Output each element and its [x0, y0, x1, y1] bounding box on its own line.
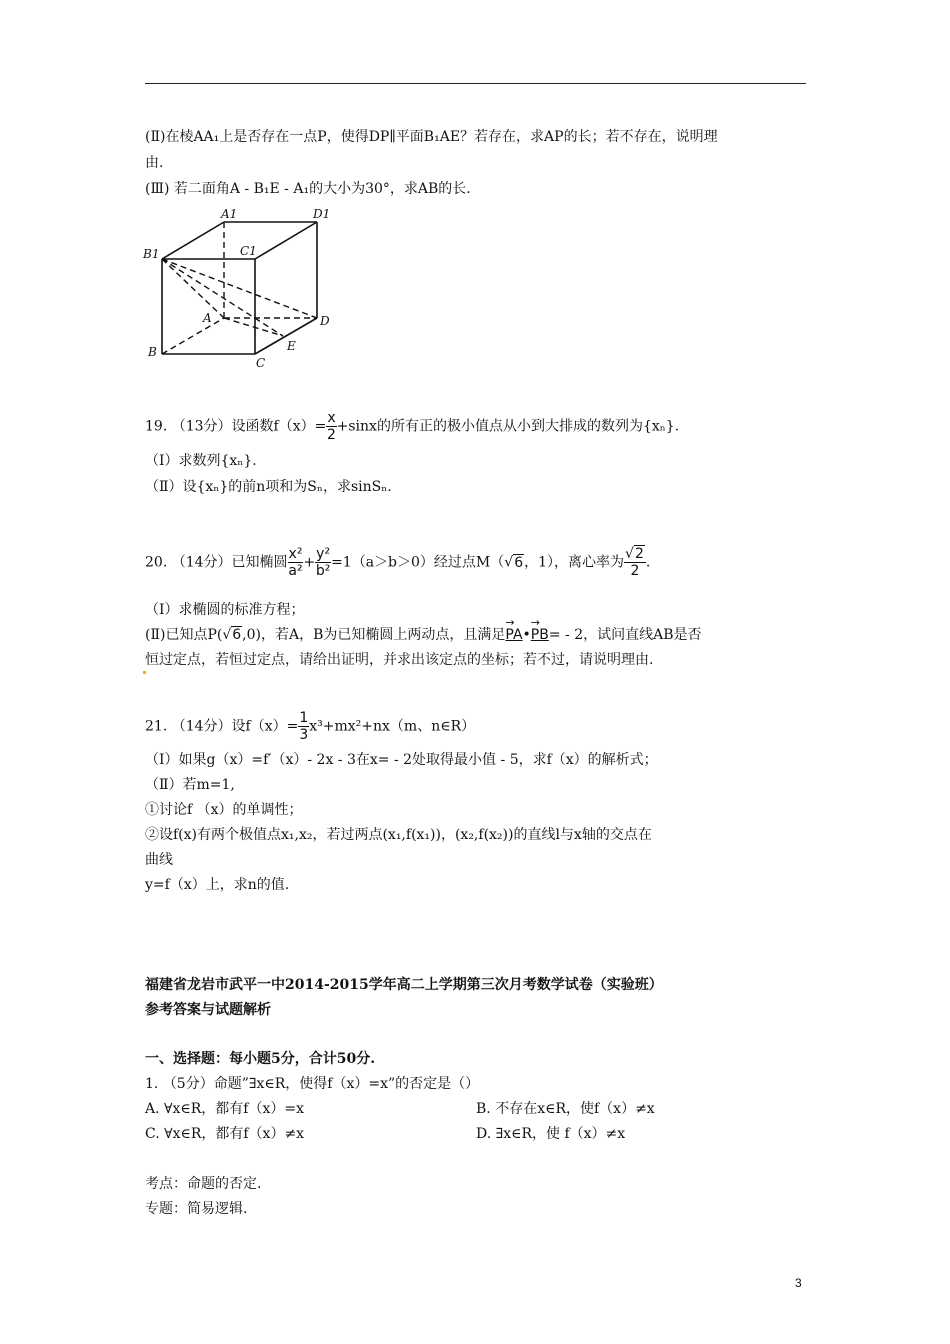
q19-stem-post: +sinx的所有正的极小值点从小到大排成的数列为{xₙ}. [336, 418, 680, 435]
q20-part2: (Ⅱ)已知点P(√6,0)，若A，B为已知椭圆上两动点，且满足→ PA•→ PB= - 2，试问直线AB是否 [145, 625, 702, 645]
q21-stem: 21. （14分）设f（x）= $\frac{1}{3}$ x³+mx²+nx（m、n∈R） [145, 710, 476, 743]
label-E: E [287, 339, 296, 353]
q21-part2: （Ⅱ）若m=1, [145, 777, 235, 793]
label-C: C [256, 356, 266, 370]
q1-stem: 1. （5分）命题”∃x∈R，使得f（x）=x”的否定是（） [145, 1076, 480, 1092]
q21-part1: （Ⅰ）如果g（x）=f′（x）- 2x - 3在x= - 2处取得最小值 - 5，求f（x）的解析式； [145, 752, 658, 768]
q20-sqrt-m: √6 [504, 554, 524, 571]
vector-PA: → PA [505, 625, 522, 645]
q19-stem-pre: 19. （13分）设函数f（x）= [145, 418, 327, 435]
q18-part3: (Ⅲ) 若二面角A - B₁E - A₁的大小为30°，求AB的长. [145, 181, 471, 197]
option-D: D. ∃x∈R，使 f（x）≠x [476, 1126, 626, 1142]
q20-sqrt-p: √6 [222, 627, 242, 643]
option-A: A. ∀x∈R，都有f（x）=x [145, 1101, 304, 1117]
label-A: A [203, 311, 212, 325]
answer-subtitle: 参考答案与试题解析 [145, 1002, 271, 1018]
label-B: B [148, 345, 157, 359]
q20-part2-line2: 恒过定点，若恒过定点，请给出证明，并求出该定点的坐标；若不过，请说明理由. [145, 652, 654, 668]
header-rule [145, 83, 806, 84]
q19-part2: （Ⅱ）设{xₙ}的前n项和为Sₙ，求sinSₙ. [145, 479, 392, 495]
q21-item2-line3: y=f（x）上，求n的值. [145, 877, 290, 893]
answer-title: 福建省龙岩市武平一中2014-2015学年高二上学期第三次月考数学试卷（实验班） [145, 977, 663, 993]
label-A1: A1 [221, 207, 238, 221]
marker-dot [143, 671, 146, 674]
q21-item2-line2: 曲线 [145, 852, 173, 868]
q18-part2-line1: (Ⅱ)在棱AA₁上是否存在一点P，使得DP∥平面B₁AE？若存在，求AP的长；若不存在，说明理 [145, 129, 718, 145]
cube-figure [140, 200, 340, 370]
q20-frac-y: $\frac{\text{y²}}{\text{b²}}$ [315, 546, 331, 579]
q20-part1: （Ⅰ）求椭圆的标准方程； [145, 602, 305, 618]
q20-frac-x: $\frac{\text{x²}}{\text{a²}}$ [288, 546, 303, 579]
label-D1: D1 [313, 207, 331, 221]
label-D: D [320, 314, 330, 328]
q19-part1: （Ⅰ）求数列{xₙ}. [145, 453, 257, 469]
option-B: B. 不存在x∈R，使f（x）≠x [476, 1101, 655, 1117]
page-number: 3 [795, 1276, 802, 1290]
option-C: C. ∀x∈R，都有f（x）≠x [145, 1126, 305, 1142]
label-C1: C1 [240, 244, 257, 258]
q21-item1: ①讨论f （x）的单调性； [145, 802, 303, 818]
zhuanti: 专题：简易逻辑. [145, 1201, 248, 1217]
q19-fraction: $\frac{x}{2}$ [327, 410, 336, 443]
q19-stem [145, 410, 679, 443]
label-B1: B1 [143, 247, 160, 261]
q20-eccentricity: $\frac{√2}{2}$ [625, 546, 644, 579]
q21-fraction: $\frac{1}{3}$ [299, 710, 309, 743]
vector-PB: → PB [531, 625, 549, 645]
q18-part2-line2: 由. [145, 155, 164, 171]
q21-item2: ②设f(x)有两个极值点x₁,x₂，若过两点(x₁,f(x₁))，(x₂,f(x₂))的直线l与x轴的交点在 [145, 827, 652, 843]
kaodian: 考点：命题的否定. [145, 1176, 262, 1192]
q20-stem: 20. （14分）已知椭圆 $\frac{\text{x²}}{\text{a²}}$ + $\frac{\text{y²}}{\text{b²}}$ =1（a＞b＞0）经过点M（√6，1），离心率为 $\frac{√2}{2}$ . [145, 546, 651, 579]
section1-heading: 一、选择题：每小题5分，合计50分. [145, 1051, 376, 1067]
